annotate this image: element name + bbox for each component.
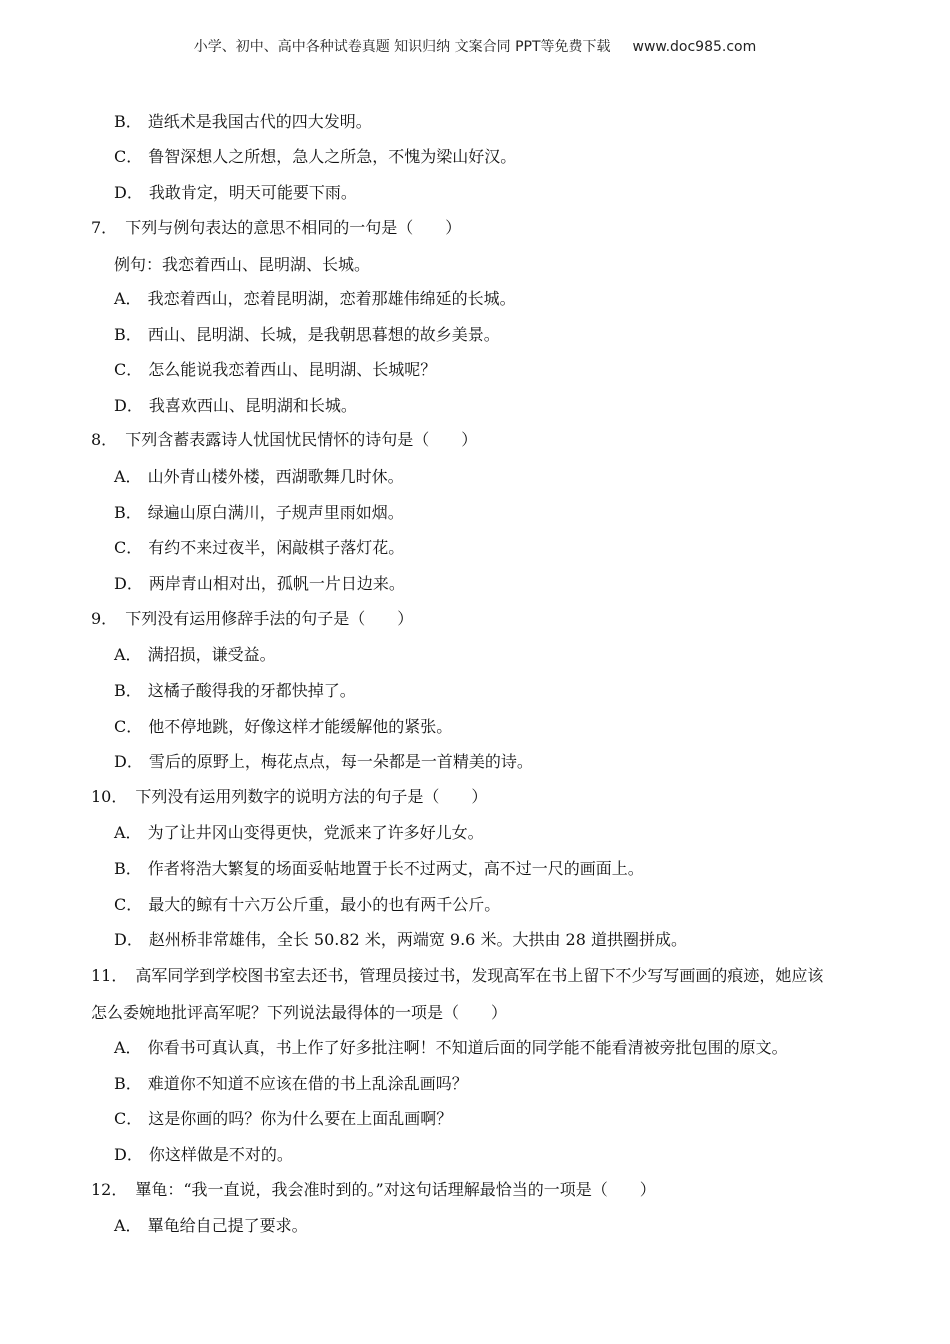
option-text: 我喜欢西山、昆明湖和长城。 xyxy=(148,396,357,415)
option-text: 作者将浩大繁复的场面妥帖地置于长不过两丈，高不过一尺的画面上。 xyxy=(147,859,644,878)
question-text: 罼龟：“我一直说，我会准时到的。”对这句话理解最恰当的一项是（ ） xyxy=(135,1180,656,1199)
option-letter: B． xyxy=(114,681,142,700)
option-letter: D． xyxy=(114,574,143,593)
option-letter: B． xyxy=(114,859,142,878)
q6-option-d xyxy=(114,183,357,203)
option-text: 绿遍山原白满川，子规声里雨如烟。 xyxy=(147,503,404,522)
option-text: 为了让井冈山变得更快，党派来了许多好儿女。 xyxy=(147,823,484,842)
option-letter: C． xyxy=(114,147,143,166)
option-text: 西山、昆明湖、长城，是我朝思暮想的故乡美景。 xyxy=(147,325,500,344)
option-letter: B． xyxy=(114,1074,142,1093)
option-text: 他不停地跳，好像这样才能缓解他的紧张。 xyxy=(148,717,453,736)
option-letter: A． xyxy=(114,467,142,486)
option-letter: C． xyxy=(114,360,143,379)
option-text: 鲁智深想人之所想，急人之所急，不愧为梁山好汉。 xyxy=(148,147,517,166)
question-text: 下列没有运用列数字的说明方法的句子是（ ） xyxy=(135,787,488,806)
option-letter: C． xyxy=(114,895,143,914)
option-text: 罼龟给自己提了要求。 xyxy=(147,1216,308,1235)
option-letter: D． xyxy=(114,396,143,415)
q7-option-c xyxy=(114,360,436,380)
option-letter: A． xyxy=(114,1216,142,1235)
q8-option-c xyxy=(114,538,404,558)
option-letter: D． xyxy=(114,1145,143,1164)
option-text: 这橘子酸得我的牙都快掉了。 xyxy=(147,681,356,700)
header-text: 小学、初中、高中各种试卷真题 知识归纳 文案合同 PPT等免费下载 xyxy=(193,39,611,55)
q9-option-b xyxy=(114,681,356,701)
q11-option-a xyxy=(114,1038,788,1058)
q8-stem xyxy=(91,430,477,450)
q6-option-b xyxy=(114,112,372,132)
question-text: 下列与例句表达的意思不相同的一句是（ ） xyxy=(125,218,462,237)
q11-stem-continued: 怎么委婉地批评高军呢？下列说法最得体的一项是（ ） xyxy=(91,1003,508,1022)
question-number: 7． xyxy=(91,218,118,237)
question-number: 10． xyxy=(91,787,128,806)
q10-option-c xyxy=(114,895,500,915)
header-site-link[interactable]: www.doc985.com xyxy=(632,39,757,55)
q8-option-a xyxy=(114,467,404,487)
option-text: 最大的鲸有十六万公斤重，最小的也有两千公斤。 xyxy=(148,895,501,914)
question-text: 下列含蓄表露诗人忧国忧民情怀的诗句是（ ） xyxy=(125,430,478,449)
option-letter: C． xyxy=(114,1109,143,1128)
option-text: 我敢肯定，明天可能要下雨。 xyxy=(148,183,357,202)
option-letter: A． xyxy=(114,823,142,842)
q8-option-b xyxy=(114,503,404,523)
q10-option-a xyxy=(114,823,484,843)
q9-stem xyxy=(91,609,413,629)
option-letter: D． xyxy=(114,752,143,771)
option-text: 造纸术是我国古代的四大发明。 xyxy=(147,112,372,131)
option-text: 满招损，谦受益。 xyxy=(147,645,276,664)
option-text: 两岸青山相对出，孤帆一片日边来。 xyxy=(148,574,405,593)
q12-stem xyxy=(91,1180,656,1200)
q7-stem xyxy=(91,218,461,238)
option-text: 难道你不知道不应该在借的书上乱涂乱画吗？ xyxy=(147,1074,468,1093)
q6-option-c xyxy=(114,147,516,167)
question-text: 下列没有运用修辞手法的句子是（ ） xyxy=(125,609,414,628)
q7-option-a xyxy=(114,289,516,309)
option-text: 赵州桥非常雄伟，全长 50.82 米，两端宽 9.6 米。大拱由 28 道拱圈拼成。 xyxy=(148,930,687,949)
question-number: 11． xyxy=(91,966,128,985)
option-text: 这是你画的吗？你为什么要在上面乱画啊？ xyxy=(148,1109,453,1128)
question-number: 8． xyxy=(91,430,118,449)
option-letter: B． xyxy=(114,325,142,344)
q8-option-d xyxy=(114,574,405,594)
option-text: 有约不来过夜半，闲敲棋子落灯花。 xyxy=(148,538,405,557)
option-text: 你这样做是不对的。 xyxy=(148,1145,293,1164)
q10-option-d xyxy=(114,930,687,950)
option-letter: B． xyxy=(114,112,142,131)
option-letter: C． xyxy=(114,717,143,736)
option-letter: B． xyxy=(114,503,142,522)
q11-stem xyxy=(91,966,823,986)
option-text: 我恋着西山，恋着昆明湖，恋着那雄伟绵延的长城。 xyxy=(147,289,516,308)
q10-option-b xyxy=(114,859,644,879)
question-number: 12． xyxy=(91,1180,128,1199)
option-letter: D． xyxy=(114,183,143,202)
q9-option-d xyxy=(114,752,533,772)
q9-option-c xyxy=(114,717,452,737)
q10-stem xyxy=(91,787,487,807)
option-letter: D． xyxy=(114,930,143,949)
question-number: 9． xyxy=(91,609,118,628)
q7-option-d xyxy=(114,396,357,416)
q11-option-b xyxy=(114,1074,468,1094)
option-letter: A． xyxy=(114,289,142,308)
question-text: 高军同学到学校图书室去还书，管理员接过书，发现高军在书上留下不少写写画画的痕迹，她应该 xyxy=(135,966,824,985)
q11-option-c xyxy=(114,1109,452,1129)
option-letter: A． xyxy=(114,1038,142,1057)
q9-option-a xyxy=(114,645,276,665)
page-header xyxy=(0,36,950,56)
option-letter: C． xyxy=(114,538,143,557)
option-letter: A． xyxy=(114,645,142,664)
option-text: 你看书可真认真，书上作了好多批注啊！不知道后面的同学能不能看清被旁批包围的原文。 xyxy=(147,1038,788,1057)
q7-option-b xyxy=(114,325,500,345)
option-text: 怎么能说我恋着西山、昆明湖、长城呢？ xyxy=(148,360,437,379)
option-text: 雪后的原野上，梅花点点，每一朵都是一首精美的诗。 xyxy=(148,752,533,771)
q12-option-a xyxy=(114,1216,308,1236)
q7-example: 例句：我恋着西山、昆明湖、长城。 xyxy=(114,255,371,274)
q11-option-d xyxy=(114,1145,293,1165)
option-text: 山外青山楼外楼，西湖歌舞几时休。 xyxy=(147,467,404,486)
